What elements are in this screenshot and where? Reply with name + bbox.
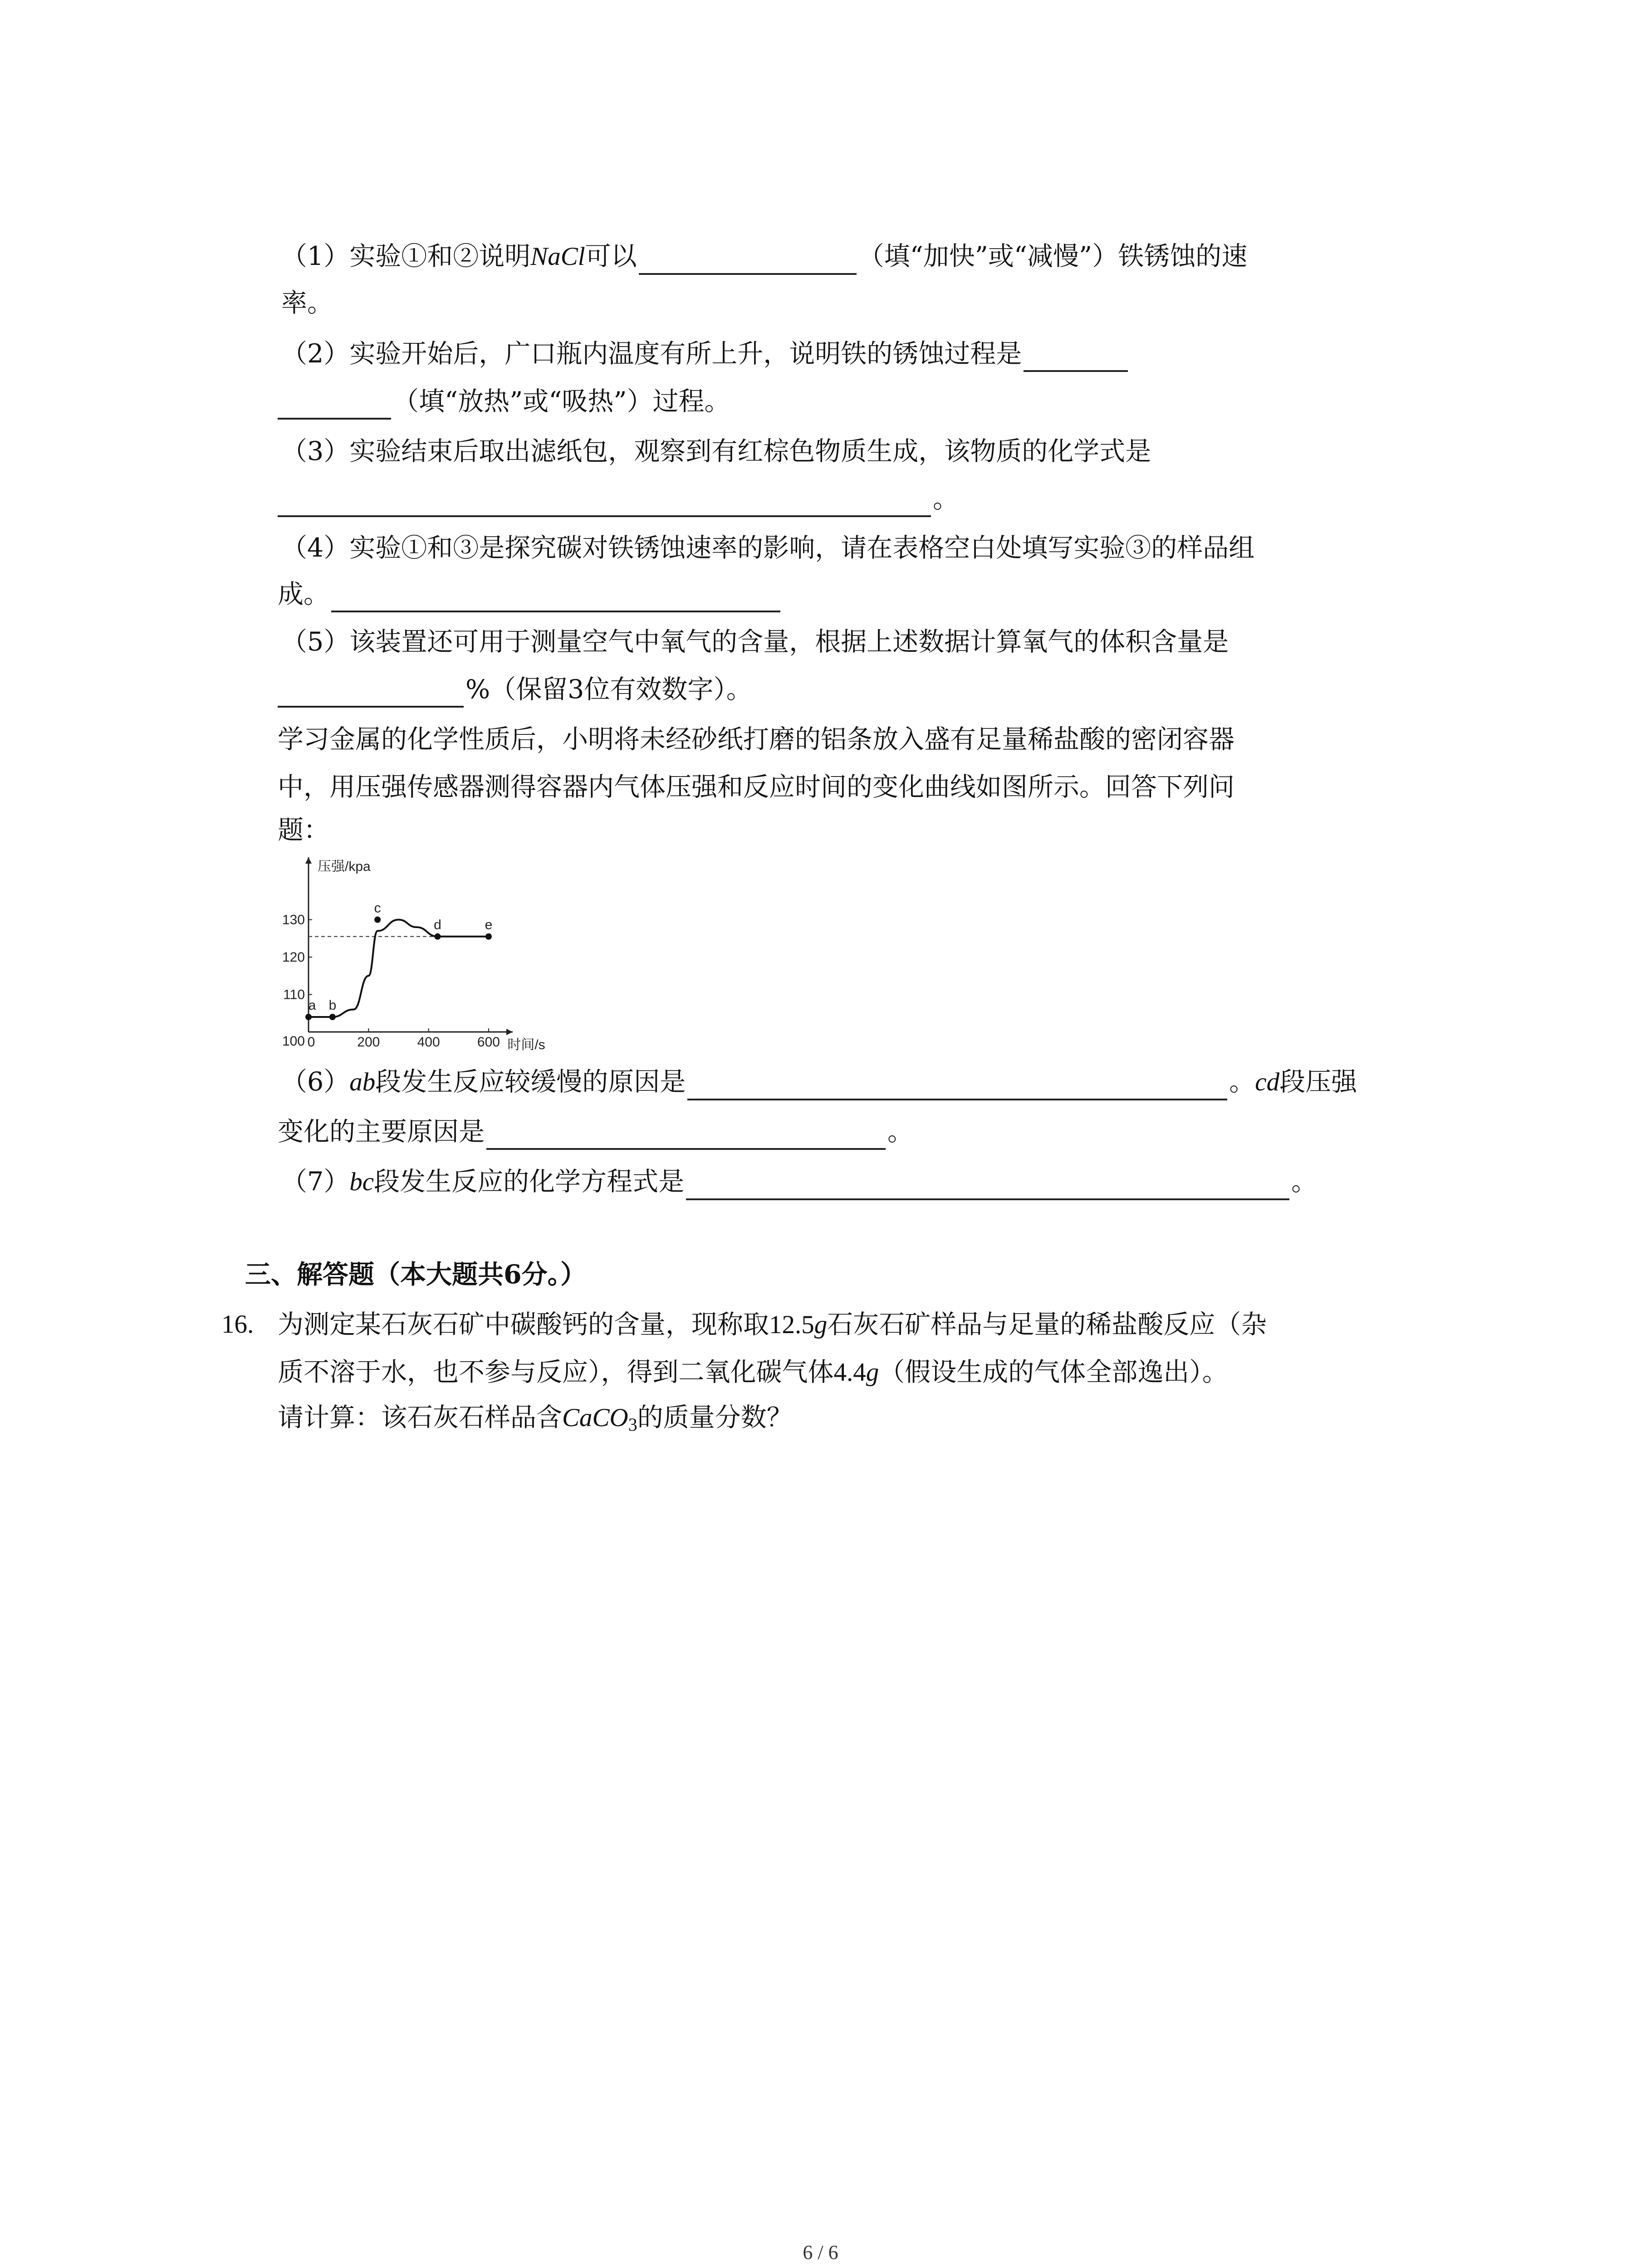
intro-line3 [278, 812, 329, 848]
intro-line1 [278, 721, 1234, 758]
y-tick-label: 120 [282, 950, 305, 965]
q16-formula: CaCO [562, 1403, 628, 1432]
point-b [329, 1014, 336, 1020]
q7-end: 。 [1291, 1167, 1318, 1197]
q4-text-2: 成。 [278, 579, 329, 609]
q1-formula: NaCl [530, 242, 585, 271]
q1-continuation: 率。 [281, 288, 333, 318]
point-label-e: e [485, 917, 493, 933]
q16-text-3b: 的质量分数？ [637, 1403, 793, 1432]
q16-text-1b: 石灰石矿样品与足量的稀盐酸反应（杂 [827, 1310, 1267, 1339]
q16-text-2a: 质不溶于水，也不参与反应），得到二氧化碳气体 [278, 1357, 834, 1387]
q7-text: 段发生反应的化学方程式是 [374, 1167, 685, 1197]
intro-text-3: 题： [278, 815, 329, 845]
point-e [485, 934, 492, 940]
q3-answer-blank[interactable] [278, 487, 931, 517]
q1-prefix: （1）实验①和②说明 [281, 241, 531, 271]
y-tick-label: 100 [282, 1034, 305, 1049]
q5-answer-blank[interactable] [278, 678, 464, 708]
point-label-b: b [328, 998, 337, 1013]
q5-line1 [281, 624, 1229, 660]
q7-prefix: （7） [281, 1167, 350, 1197]
q5-line2 [278, 671, 752, 708]
q6-segment-cd: cd [1255, 1068, 1280, 1096]
q3-text: （3）实验结束后取出滤纸包，观察到有红棕色物质生成，该物质的化学式是 [281, 436, 1151, 466]
point-label-a: a [308, 998, 316, 1013]
q5-text: （5）该装置还可用于测量空气中氧气的含量，根据上述数据计算氧气的体积含量是 [281, 627, 1229, 657]
q6-text: 段发生反应较缓慢的原因是 [375, 1067, 686, 1097]
point-a [305, 1014, 312, 1020]
q5-text-2: %（保留3位有效数字）。 [465, 675, 752, 704]
q1-line1 [281, 238, 1247, 275]
intro-text-1: 学习金属的化学性质后，小明将未经砂纸打磨的铝条放入盛有足量稀盐酸的密闭容器 [278, 724, 1234, 754]
q6-end-2: 。 [887, 1117, 913, 1147]
q16-text-2b: （假设生成的气体全部逸出）。 [879, 1357, 1228, 1387]
q6-tail: 段压强 [1279, 1067, 1357, 1097]
q16-unit-1: g [814, 1310, 828, 1339]
q7-segment-bc: bc [349, 1168, 374, 1196]
q16-mass-1: 12.5 [769, 1310, 814, 1339]
point-label-c: c [374, 900, 381, 916]
x-tick-label: 400 [417, 1035, 440, 1050]
pressure-time-chart [272, 848, 545, 1066]
q2-line2 [278, 383, 730, 420]
q2-text-2: （填“放热”或“吸热”）过程。 [393, 386, 730, 416]
q6-text-2: 变化的主要原因是 [278, 1117, 485, 1147]
q6-prefix: （6） [281, 1067, 350, 1097]
x-axis-label: 时间/s [507, 1037, 545, 1052]
q6-answer-blank-b[interactable] [486, 1120, 886, 1150]
y-axis-arrow [305, 857, 312, 864]
q2-line1 [281, 336, 1130, 372]
x-tick-label: 0 [307, 1035, 315, 1050]
q6-segment-ab: ab [349, 1068, 376, 1096]
x-tick-label: 200 [357, 1035, 380, 1050]
point-c [374, 917, 381, 923]
q3-line1 [281, 433, 1151, 469]
q16-line1 [278, 1306, 1267, 1343]
q4-text: （4）实验①和③是探究碳对铁锈蚀速率的影响，请在表格空白处填写实验③的样品组 [281, 533, 1255, 563]
intro-text-2: 中，用压强传感器测得容器内气体压强和反应时间的变化曲线如图所示。回答下列问 [278, 772, 1234, 802]
q2-answer-blank-a[interactable] [1024, 342, 1128, 372]
page-number: 6 / 6 [803, 2241, 838, 2263]
q16-text-3a: 请计算：该石灰石样品含 [278, 1403, 562, 1432]
q1-answer-blank[interactable] [639, 245, 857, 275]
x-axis-arrow [506, 1029, 513, 1035]
section3-title: 三、解答题（本大题共6分。） [245, 1259, 587, 1290]
q16-mass-2: 4.4 [833, 1358, 866, 1387]
q1-post: 可以 [585, 241, 637, 271]
q6-end-1: 。 [1229, 1067, 1255, 1097]
q16-text-1a: 为测定某石灰石矿中碳酸钙的含量，现称取 [278, 1310, 769, 1339]
q3-end: 。 [933, 484, 959, 514]
q7-answer-blank[interactable] [686, 1170, 1289, 1200]
intro-line2 [278, 769, 1234, 805]
y-tick-label: 110 [283, 987, 305, 1002]
q16-line2 [278, 1354, 1228, 1391]
q6-line1 [281, 1064, 1357, 1100]
q3-line2 [278, 481, 959, 517]
q16-formula-subscript: 3 [628, 1414, 637, 1435]
q16-unit-2: g [866, 1358, 879, 1387]
point-d [434, 934, 441, 940]
q2-answer-blank-b[interactable] [278, 390, 391, 420]
q7-line1 [281, 1163, 1317, 1200]
q4-answer-blank[interactable] [331, 582, 780, 612]
q4-line2 [278, 576, 782, 612]
q16-number: 16. [221, 1310, 254, 1339]
q16-line3 [278, 1399, 793, 1443]
point-label-d: d [434, 917, 441, 933]
q1-hint: （填“加快”或“减慢”）铁锈蚀的速 [858, 241, 1248, 271]
q4-line1 [281, 530, 1254, 566]
y-tick-label: 130 [282, 912, 305, 928]
q6-answer-blank-a[interactable] [687, 1070, 1227, 1100]
y-axis-label: 压强/kpa [318, 859, 371, 874]
q1-line2 [281, 285, 333, 321]
x-tick-label: 600 [477, 1035, 500, 1050]
q2-text: （2）实验开始后，广口瓶内温度有所上升，说明铁的锈蚀过程是 [281, 339, 1022, 369]
q6-line2 [278, 1114, 913, 1150]
